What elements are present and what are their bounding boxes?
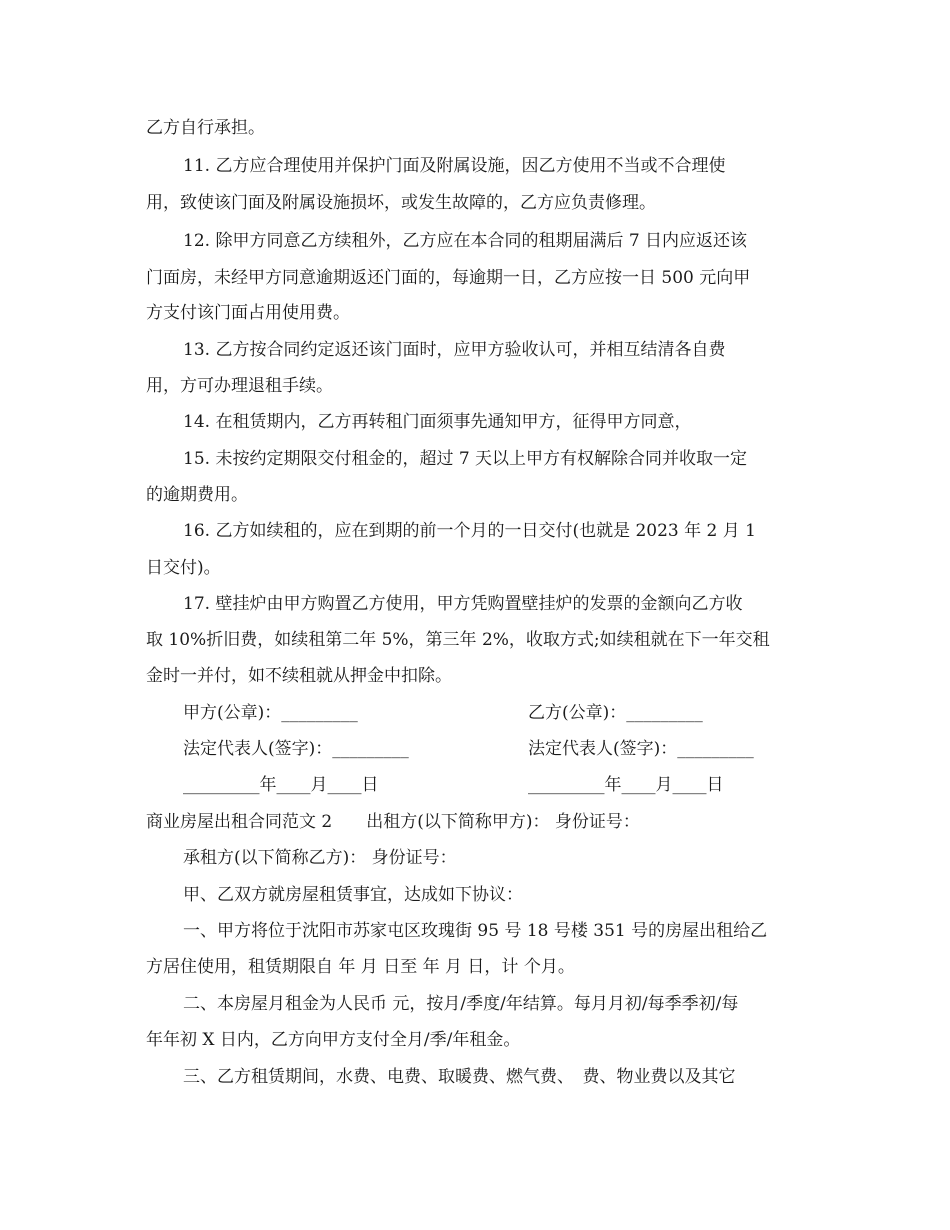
article-3: 三、乙方租赁期间，水费、电费、取暖费、燃气费、 费、物业费以及其它 (183, 1067, 736, 1087)
clause-15: 15. 未按约定期限交付租金的，超过 7 天以上甲方有权解除合同并收取一定 (183, 449, 748, 469)
paragraph-line: 年年初 X 日内，乙方向甲方支付全月/季/年租金。 (146, 1030, 521, 1050)
party-b-seal: 乙方(公章)：_________ (528, 703, 703, 723)
paragraph-line: 门面房，未经甲方同意逾期返还门面的，每逾期一日，乙方应按一日 500 元向甲 (146, 268, 751, 288)
clause-12: 12. 除甲方同意乙方续租外，乙方应在本合同的租期届满后 7 日内应返还该 (183, 231, 748, 251)
paragraph-line: 日交付)。 (146, 558, 221, 578)
clause-11: 11. 乙方应合理使用并保护门面及附属设施，因乙方使用不当或不合理使 (183, 156, 726, 176)
paragraph-line: 用，致使该门面及附属设施损坏，或发生故障的，乙方应负责修理。 (146, 193, 656, 213)
paragraph-line: 用，方可办理退租手续。 (146, 376, 333, 396)
paragraph-line: 乙方自行承担。 (146, 118, 265, 138)
clause-13: 13. 乙方按合同约定返还该门面时，应甲方验收认可，并相互结清各自费 (183, 340, 726, 360)
paragraph-line: 金时一并付，如不续租就从押金中扣除。 (146, 666, 452, 686)
paragraph-line: 取 10%折旧费，如续租第二年 5%，第三年 2%，收取方式;如续租就在下一年交租 (146, 630, 770, 650)
clause-14: 14. 在租赁期内，乙方再转租门面须事先通知甲方，征得甲方同意， (183, 412, 692, 432)
article-2: 二、本房屋月租金为人民币 元，按月/季度/年结算。每月月初/每季季初/每 (183, 994, 739, 1014)
party-a-date: _________年____月____日 (183, 775, 379, 795)
article-1: 一、甲方将位于沈阳市苏家屯区玫瑰街 95 号 18 号楼 351 号的房屋出租给乙 (183, 921, 768, 941)
paragraph-line: 的逾期费用。 (146, 485, 248, 505)
clause-16: 16. 乙方如续租的，应在到期的前一个月的一日交付(也就是 2023 年 2 月 1 (183, 521, 756, 541)
clause-17: 17. 壁挂炉由甲方购置乙方使用，甲方凭购置壁挂炉的发票的金额向乙方收 (183, 594, 743, 614)
paragraph-line: 方居住使用，租赁期限自 年 月 日至 年 月 日，计 个月。 (146, 957, 575, 977)
paragraph-line: 甲、乙双方就房屋租赁事宜，达成如下协议： (183, 885, 523, 905)
paragraph-line: 方支付该门面占用使用费。 (146, 303, 350, 323)
contract-title-line: 商业房屋出租合同范文 2 出租方(以下简称甲方)： 身份证号： (146, 812, 640, 832)
party-b-representative: 法定代表人(签字)：_________ (528, 739, 754, 759)
party-b-date: _________年____月____日 (528, 775, 724, 795)
party-a-representative: 法定代表人(签字)：_________ (183, 739, 409, 759)
party-a-seal: 甲方(公章)：_________ (183, 703, 358, 723)
paragraph-line: 承租方(以下简称乙方)： 身份证号： (183, 848, 457, 868)
